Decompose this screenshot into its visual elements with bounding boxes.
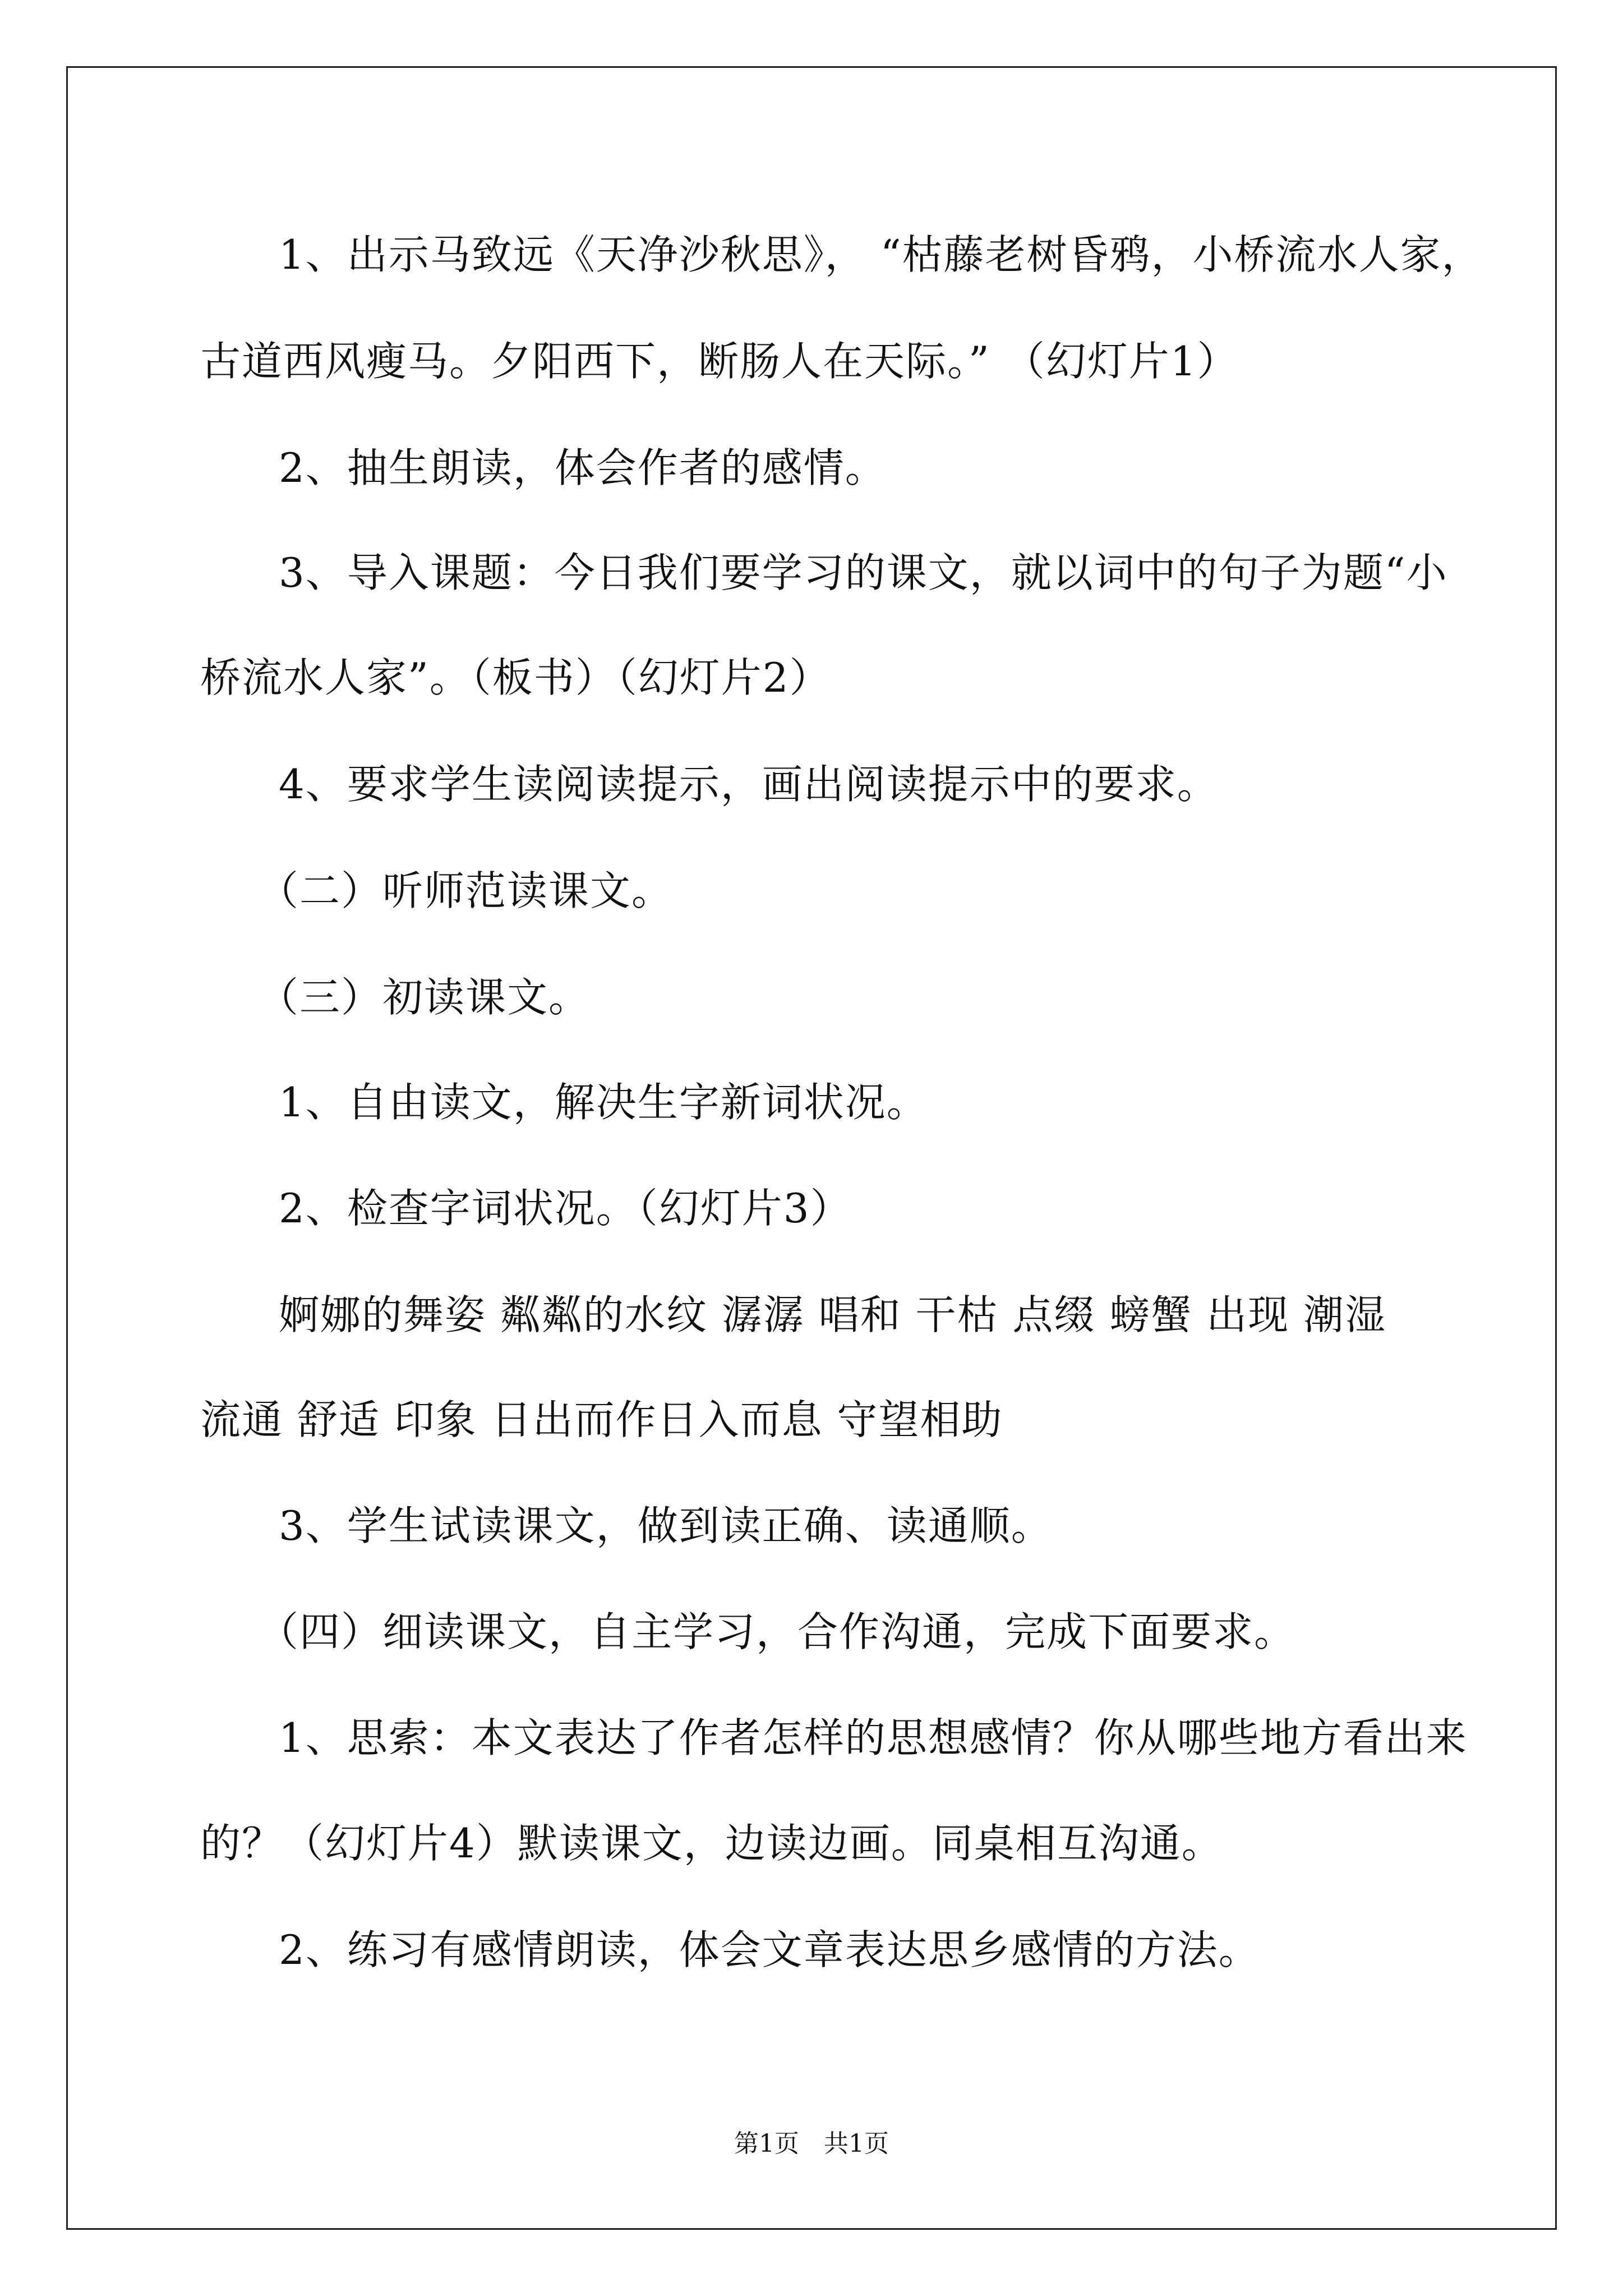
paragraph-line: 2、练习有感情朗读，体会文章表达思乡感情的方法。 <box>279 1926 1260 1973</box>
page-footer: 第1页 共1页 <box>734 2129 889 2158</box>
paragraph-line: 3、学生试读课文，做到读正确、读通顺。 <box>279 1502 1053 1549</box>
paragraph-line: 的？（幻灯片4）默读课文，边读边画。同桌相互沟通。 <box>200 1820 1223 1867</box>
paragraph-line: 1、思索：本文表达了作者怎样的思想感情？你从哪些地方看出来 <box>279 1714 1468 1761</box>
paragraph-line: 婀娜的舞姿 粼粼的水纹 潺潺 唱和 干枯 点缀 螃蟹 出现 潮湿 <box>279 1291 1387 1338</box>
paragraph-line: （二）听师范读课文。 <box>258 867 674 914</box>
paragraph-line: 2、检查字词状况。（幻灯片3） <box>279 1185 852 1232</box>
paragraph-line: 1、出示马致远《天净沙秋思》， “枯藤老树昏鸦，小桥流水人家， <box>279 231 1483 278</box>
paragraph-line: 流通 舒适 印象 日出而作日入而息 守望相助 <box>200 1396 1003 1443</box>
paragraph-line: （四）细读课文，自主学习，合作沟通，完成下面要求。 <box>258 1608 1296 1655</box>
page-border <box>66 66 1557 2230</box>
paragraph-line: （三）初读课文。 <box>258 974 591 1021</box>
paragraph-line: 古道西风瘦马。夕阳西下，断肠人在天际。” （幻灯片1） <box>200 338 1239 385</box>
paragraph-line: 2、抽生朗读，体会作者的感情。 <box>279 444 887 491</box>
paragraph-line: 3、导入课题：今日我们要学习的课文，就以词中的句子为题“小 <box>279 549 1448 596</box>
paragraph-line: 4、要求学生读阅读提示，画出阅读提示中的要求。 <box>279 761 1219 808</box>
paragraph-line: 桥流水人家”。（板书）（幻灯片2） <box>200 654 831 701</box>
paragraph-line: 1、自由读文，解决生字新词状况。 <box>279 1079 928 1126</box>
